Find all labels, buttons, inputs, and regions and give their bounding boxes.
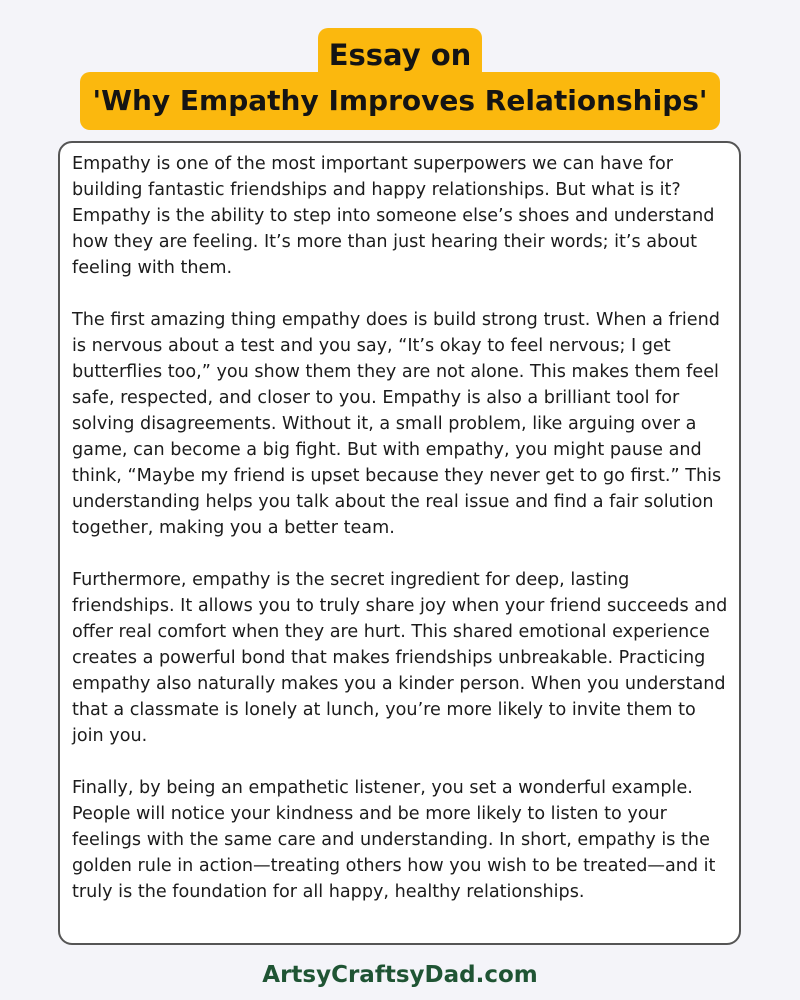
page-title-line-2: 'Why Empathy Improves Relationships'	[92, 84, 708, 117]
essay-paragraph: Finally, by being an empathetic listener, you set a wonderful example. People will notice your kindness and be more likely to listen to your feelings with the same care and understanding. In short, empathy is the golden rule in action—treating others how you wish to be treated—and it truly is the foundation for all happy, healthy relationships.	[72, 778, 716, 902]
essay-paragraph: The first amazing thing empathy does is build strong trust. When a friend is nervous about a test and you say, “It’s okay to feel nervous; I get butterflies too,” you show them they are not alone. This makes them feel safe, respected, and closer to you. Empathy is also a brilliant tool for solving disagreements. Without it, a small problem, like arguing over a game, can become a big fight. But with empathy, you might pause and think, “Maybe my friend is upset because they never get to go first.” This understanding helps you talk about the real issue and find a fair solution together, making you a better team.	[72, 310, 722, 538]
page-title-line-1: Essay on	[328, 38, 472, 72]
essay-paragraph: Empathy is one of the most important superpowers we can have for building fantastic friendships and happy relationships. But what is it? Empathy is the ability to step into someone else’s shoes and understand how they are feeling. It’s more than just hearing their words; it’s about feeling with them.	[72, 154, 715, 278]
footer-brand: ArtsyCraftsyDad.com	[262, 962, 538, 988]
essay-box	[58, 141, 741, 945]
essay-paragraph: Furthermore, empathy is the secret ingredient for deep, lasting friendships. It allows you to truly share joy when your friend succeeds and offer real comfort when they are hurt. This shared emotional experience creates a powerful bond that makes friendships unbreakable. Practicing empathy also naturally makes you a kinder person. When you understand that a classmate is lonely at lunch, you’re more likely to invite them to join you.	[72, 570, 728, 746]
